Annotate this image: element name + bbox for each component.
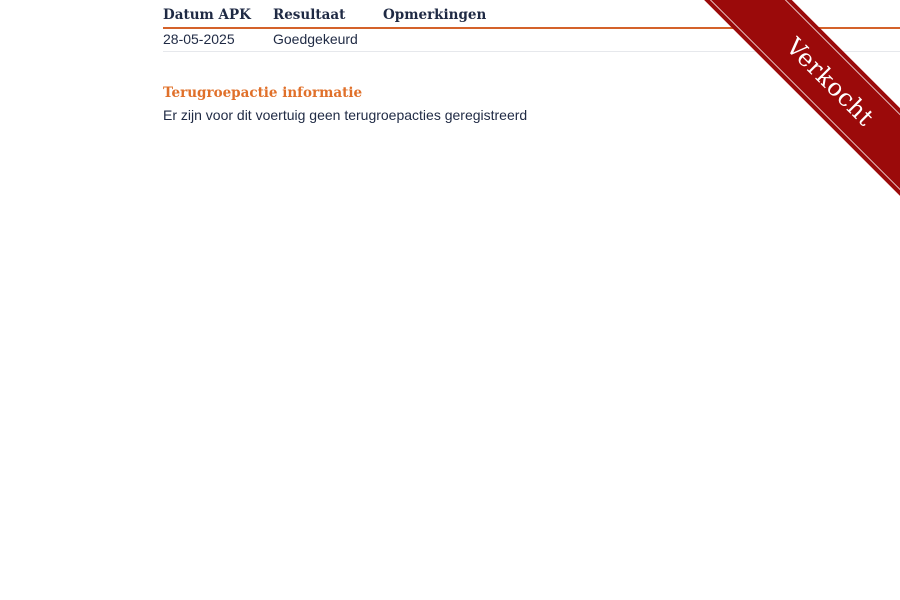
apk-date-cell: 28-05-2025 (163, 28, 273, 52)
sold-ribbon (660, 0, 900, 240)
column-header-result: Resultaat (273, 6, 383, 28)
column-header-notes: Opmerkingen (383, 6, 900, 28)
recall-section-title: Terugroepactie informatie (163, 85, 363, 101)
sold-ribbon-band (703, 0, 900, 209)
sold-ribbon-label: Verkocht (780, 32, 880, 132)
apk-result-cell: Goedgekeurd (273, 28, 383, 52)
column-header-date: Datum APK (163, 6, 273, 28)
recall-section-text: Er zijn voor dit voertuig geen terugroepacties geregistreerd (163, 107, 528, 123)
